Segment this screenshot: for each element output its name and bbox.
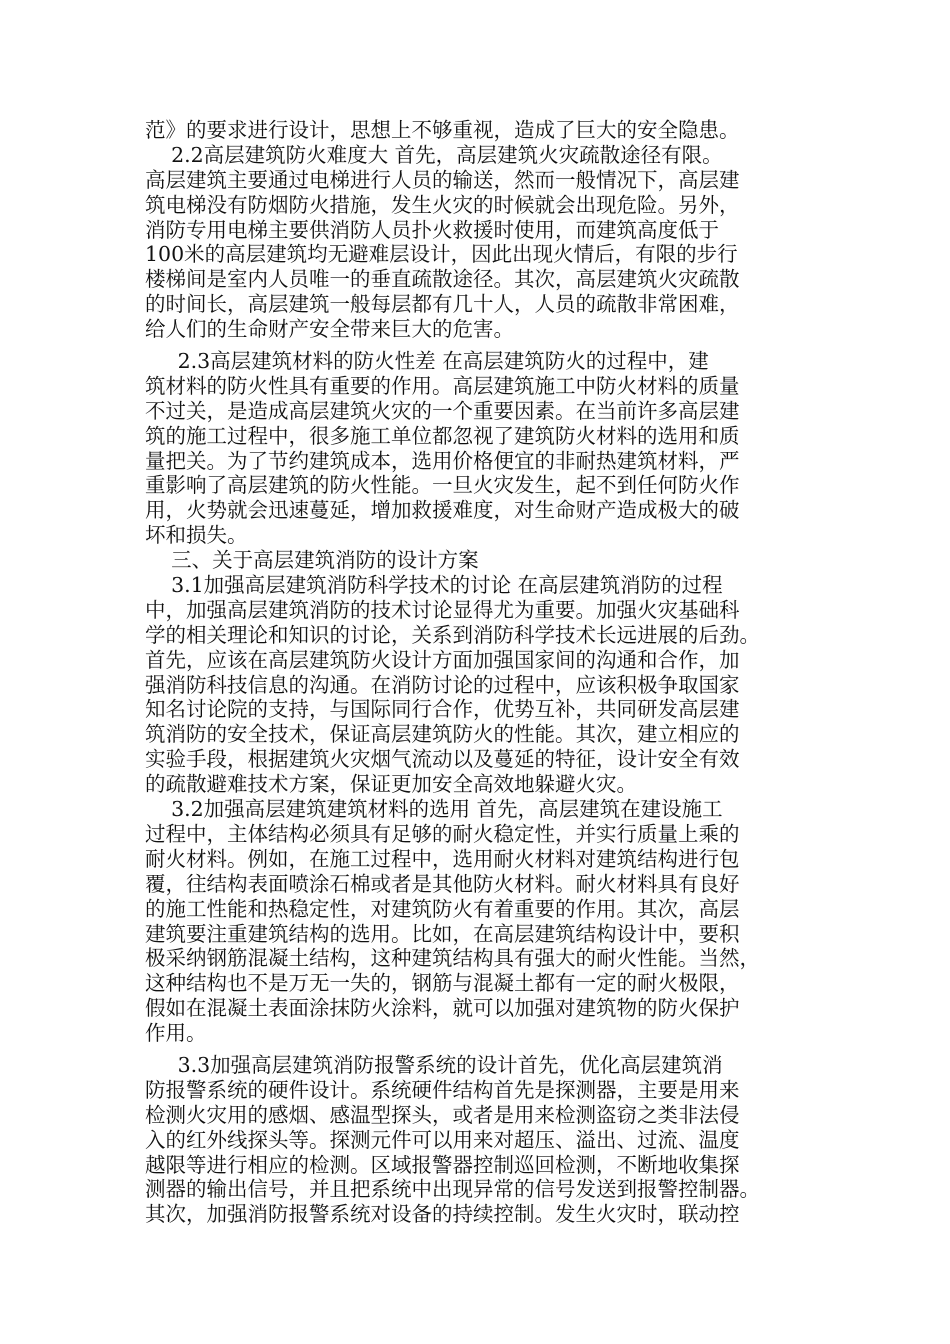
text-line: 筑电梯没有防烟防火措施，发生火灾的时候就会出现危险。另外，: [145, 192, 740, 217]
text-line: 不过关，是造成高层建筑火灾的一个重要因素。在当前许多高层建: [145, 398, 740, 423]
text-line: 这种结构也不是万无一失的，钢筋与混凝土都有一定的耐火极限，: [145, 971, 740, 996]
text-line: 强消防科技信息的沟通。在消防讨论的过程中，应该积极争取国家: [145, 672, 740, 697]
section-2-3-line: 2.3高层建筑材料的防火性差 在高层建筑防火的过程中，建: [145, 349, 709, 374]
text-line: 越限等进行相应的检测。区域报警器控制巡回检测，不断地收集探: [145, 1152, 740, 1177]
text-line: 高层建筑主要通过电梯进行人员的输送，然而一般情况下，高层建: [145, 167, 740, 192]
document-page: [145, 118, 805, 1227]
section-3-2-line: 3.2加强高层建筑建筑材料的选用 首先，高层建筑在建设施工: [145, 797, 723, 822]
section-3-heading: 三、关于高层建筑消防的设计方案: [145, 548, 479, 573]
text-line: 防报警系统的硬件设计。系统硬件结构首先是探测器，主要是用来: [145, 1077, 740, 1102]
text-line: 消防专用电梯主要供消防人员扑火救援时使用，而建筑高度低于: [145, 217, 719, 242]
text-line: 作用。: [145, 1021, 207, 1046]
text-line: 过程中，主体结构必须具有足够的耐火稳定性，并实行质量上乘的: [145, 821, 740, 846]
text-line: 楼梯间是室内人员唯一的垂直疏散途径。其次，高层建筑火灾疏散: [145, 267, 740, 292]
text-line: 用，火势就会迅速蔓延，增加救援难度，对生命财产造成极大的破: [145, 498, 740, 523]
text-line: 的施工性能和热稳定性，对建筑防火有着重要的作用。其次，高层: [145, 896, 740, 921]
text-line: 建筑要注重建筑结构的选用。比如，在高层建筑结构设计中，要积: [145, 921, 740, 946]
text-line: 筑消防的安全技术，保证高层建筑防火的性能。其次，建立相应的: [145, 722, 740, 747]
text-line: 坏和损失。: [145, 523, 248, 548]
text-line: 的时间长，高层建筑一般每层都有几十人，人员的疏散非常困难，: [145, 292, 740, 317]
text-line: 100米的高层建筑均无避难层设计，因此出现火情后，有限的步行: [145, 242, 738, 267]
text-line: 假如在混凝土表面涂抹防火涂料，就可以加强对建筑物的防火保护: [145, 996, 740, 1021]
text-line: 测器的输出信号，并且把系统中出现异常的信号发送到报警控制器。: [145, 1177, 760, 1202]
text-line: 筑材料的防火性具有重要的作用。高层建筑施工中防火材料的质量: [145, 373, 740, 398]
text-line: 中，加强高层建筑消防的技术讨论显得尤为重要。加强火灾基础科: [145, 597, 740, 622]
text-line: 其次，加强消防报警系统对设备的持续控制。发生火灾时，联动控: [145, 1202, 740, 1227]
text-line: 范》的要求进行设计，思想上不够重视，造成了巨大的安全隐患。: [145, 118, 740, 142]
text-line: 入的红外线探头等。探测元件可以用来对超压、溢出、过流、温度: [145, 1127, 740, 1152]
section-3-1-line: 3.1加强高层建筑消防科学技术的讨论 在高层建筑消防的过程: [145, 573, 723, 598]
text-line: 极采纳钢筋混凝土结构，这种建筑结构具有强大的耐火性能。当然，: [145, 946, 760, 971]
text-line: 学的相关理论和知识的讨论，关系到消防科学技术长远进展的后劲。: [145, 622, 760, 647]
section-3-3-line: 3.3加强高层建筑消防报警系统的设计首先，优化高层建筑消: [145, 1052, 723, 1077]
section-2-2-line: 2.2高层建筑防火难度大 首先，高层建筑火灾疏散途径有限。: [145, 142, 723, 167]
paragraph-gap: [145, 1046, 805, 1053]
paragraph-gap: [145, 342, 805, 349]
text-line: 耐火材料。例如，在施工过程中，选用耐火材料对建筑结构进行包: [145, 846, 740, 871]
text-line: 量把关。为了节约建筑成本，选用价格便宜的非耐热建筑材料，严: [145, 448, 740, 473]
text-line: 给人们的生命财产安全带来巨大的危害。: [145, 317, 514, 342]
text-line: 实验手段，根据建筑火灾烟气流动以及蔓延的特征，设计安全有效: [145, 747, 740, 772]
text-line: 的疏散避难技术方案，保证更加安全高效地躲避火灾。: [145, 772, 637, 797]
text-line: 知名讨论院的支持，与国际同行合作，优势互补，共同研发高层建: [145, 697, 740, 722]
text-line: 筑的施工过程中，很多施工单位都忽视了建筑防火材料的选用和质: [145, 423, 740, 448]
text-line: 检测火灾用的感烟、感温型探头，或者是用来检测盗窃之类非法侵: [145, 1102, 740, 1127]
text-line: 重影响了高层建筑的防火性能。一旦火灾发生，起不到任何防火作: [145, 473, 740, 498]
text-line: 首先，应该在高层建筑防火设计方面加强国家间的沟通和合作，加: [145, 647, 740, 672]
text-line: 覆，往结构表面喷涂石棉或者是其他防火材料。耐火材料具有良好: [145, 871, 740, 896]
